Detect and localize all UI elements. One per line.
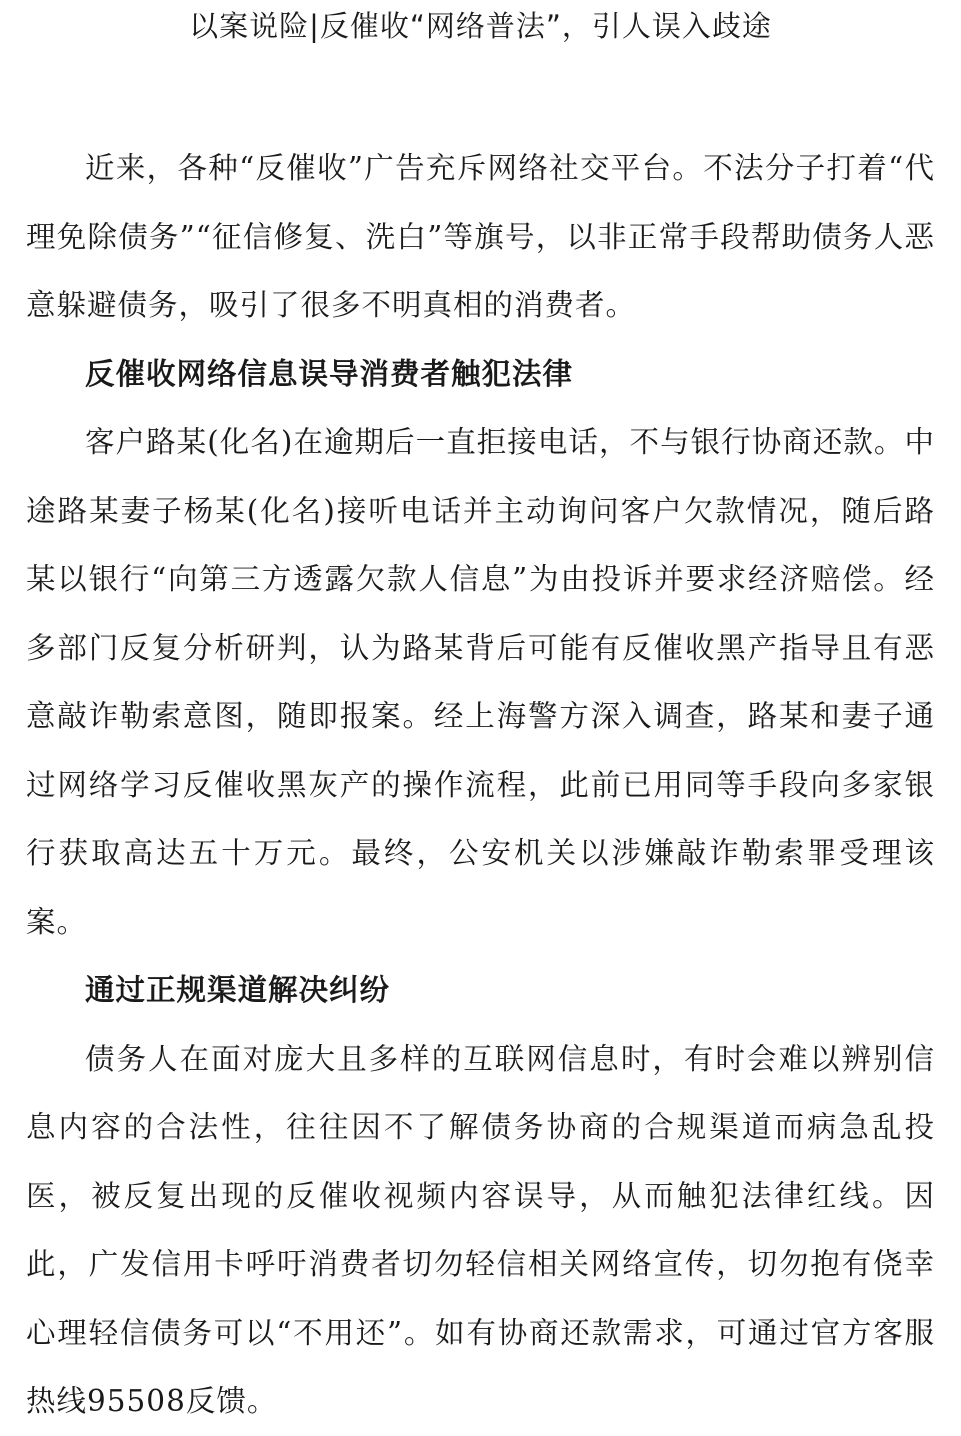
section-heading-formal-channels: 通过正规渠道解决纠纷 <box>85 972 391 1007</box>
article-title: 以案说险|反催收“网络普法”，引人误入歧途 <box>189 9 772 43</box>
article-body <box>26 134 935 1436</box>
advice-paragraph: 债务人在面对庞大且多样的互联网信息时，有时会难以辨别信息内容的合法性，往往因不了解债务协商的合规渠道而病急乱投医，被反复出现的反催收视频内容误导，从而触犯法律红线。因此，广发信用卡呼吁消费者切勿轻信相关网络宣传，切勿抱有侥幸心理轻信债务可以“不用还”。如有协商还款需求，可通过官方客服热线95508反馈。 <box>26 1041 935 1418</box>
case-paragraph: 客户路某(化名)在逾期后一直拒接电话，不与银行协商还款。中途路某妻子杨某(化名)接听电话并主动询问客户欠款情况，随后路某以银行“向第三方透露欠款人信息”为由投诉并要求经济赔偿。经多部门反复分析研判，认为路某背后可能有反催收黑产指导且有恶意敲诈勒索意图，随即报案。经上海警方深入调查，路某和妻子通过网络学习反催收黑灰产的操作流程，此前已用同等手段向多家银行获取高达五十万元。最终，公安机关以涉嫌敲诈勒索罪受理该案。 <box>26 425 935 939</box>
section-heading-misleading-info: 反催收网络信息误导消费者触犯法律 <box>85 355 574 391</box>
intro-paragraph: 近来，各种“反催收”广告充斥网络社交平台。不法分子打着“代理免除债务”“征信修复、洗白”等旗号，以非正常手段帮助债务人恶意躲避债务，吸引了很多不明真相的消费者。 <box>26 151 935 322</box>
